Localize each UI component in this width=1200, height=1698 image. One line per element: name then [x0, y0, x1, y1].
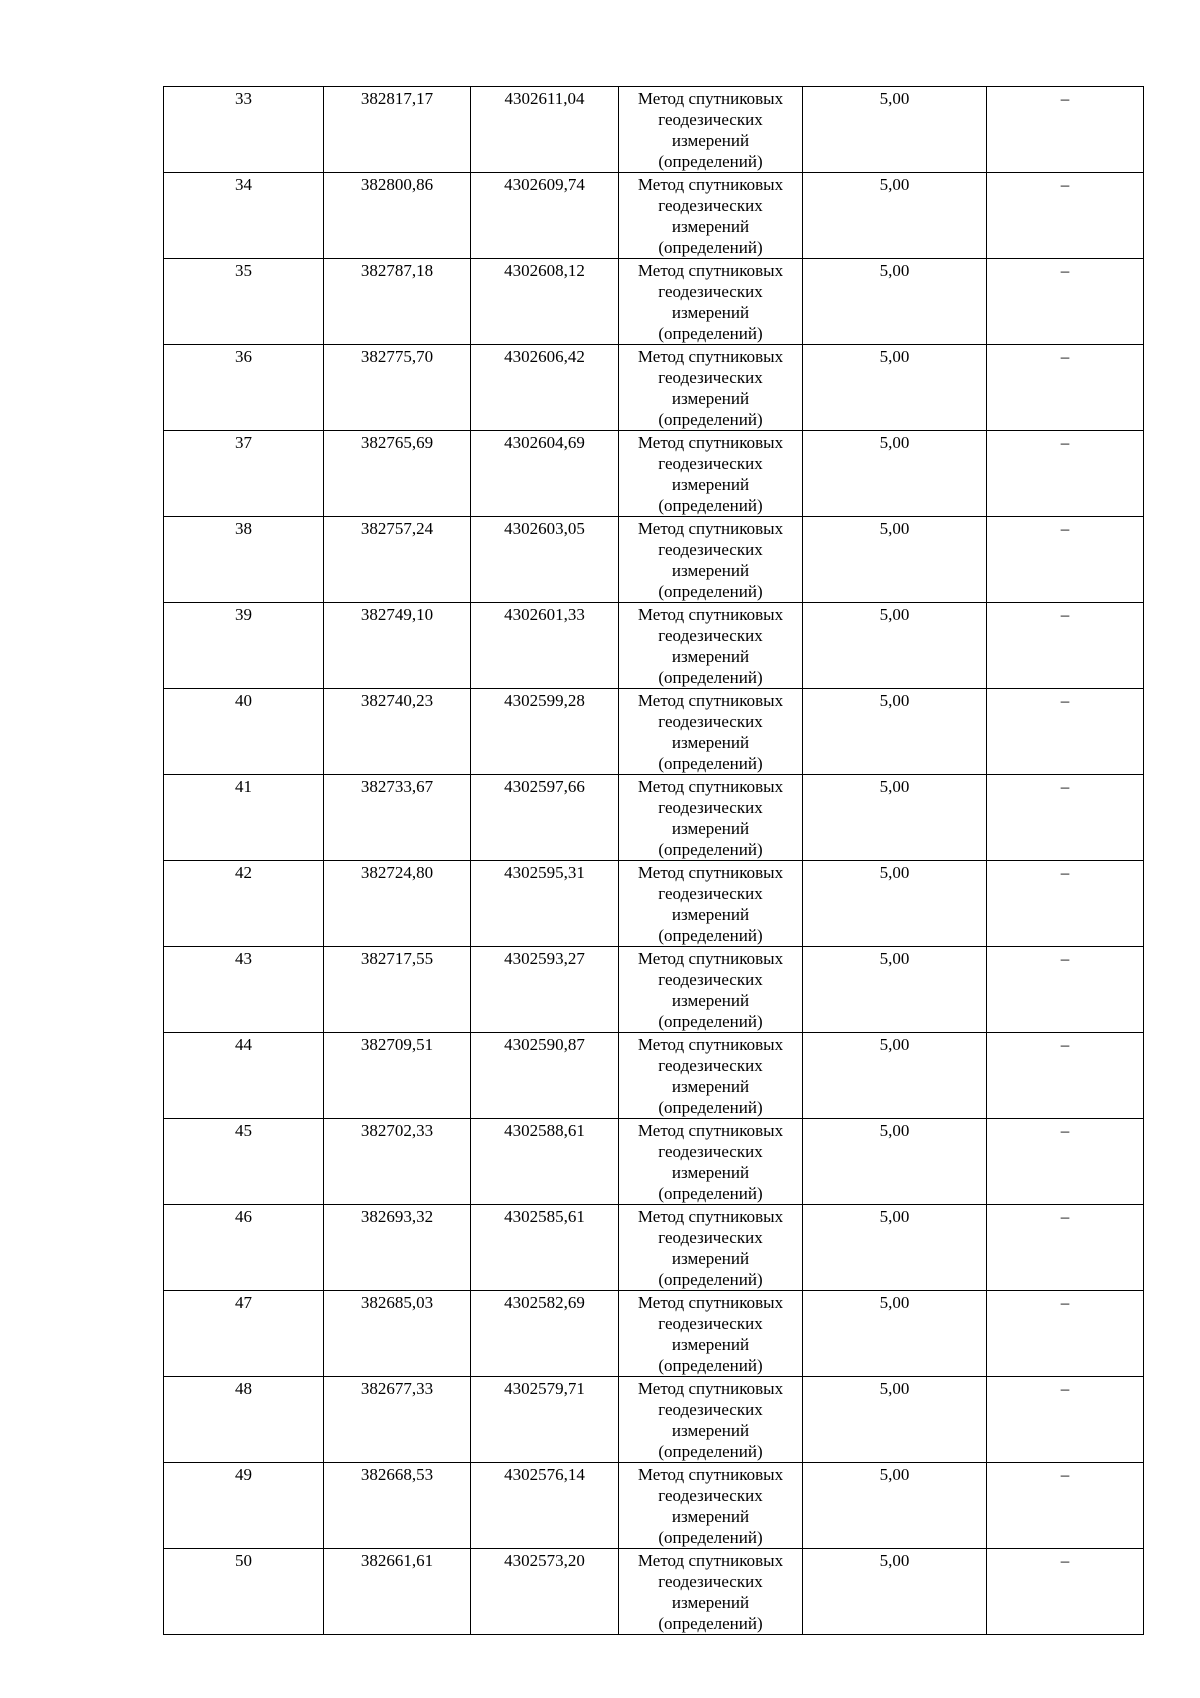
coordinate-x-cell: 382717,55 — [324, 947, 471, 1033]
point-number-cell: 42 — [164, 861, 324, 947]
point-number-cell: 45 — [164, 1119, 324, 1205]
note-cell: – — [987, 947, 1144, 1033]
method-cell: Метод спутниковых геодезических измерений (определений) — [619, 861, 803, 947]
accuracy-cell: 5,00 — [803, 947, 987, 1033]
table-row — [164, 1291, 1144, 1377]
coordinate-y-cell: 4302595,31 — [471, 861, 619, 947]
point-number-cell: 33 — [164, 87, 324, 173]
coordinate-y-cell: 4302608,12 — [471, 259, 619, 345]
coordinate-y-cell: 4302582,69 — [471, 1291, 619, 1377]
point-number-cell: 38 — [164, 517, 324, 603]
method-cell: Метод спутниковых геодезических измерений (определений) — [619, 173, 803, 259]
note-cell: – — [987, 87, 1144, 173]
coordinate-y-cell: 4302609,74 — [471, 173, 619, 259]
coordinate-y-cell: 4302606,42 — [471, 345, 619, 431]
note-cell: – — [987, 689, 1144, 775]
coordinates-table-body — [164, 87, 1144, 1635]
note-cell: – — [987, 861, 1144, 947]
coordinate-x-cell: 382702,33 — [324, 1119, 471, 1205]
coordinate-x-cell: 382740,23 — [324, 689, 471, 775]
coordinate-y-cell: 4302611,04 — [471, 87, 619, 173]
note-cell: – — [987, 603, 1144, 689]
point-number-cell: 37 — [164, 431, 324, 517]
note-cell: – — [987, 775, 1144, 861]
table-row — [164, 1119, 1144, 1205]
accuracy-cell: 5,00 — [803, 775, 987, 861]
point-number-cell: 46 — [164, 1205, 324, 1291]
note-cell: – — [987, 345, 1144, 431]
method-cell: Метод спутниковых геодезических измерений (определений) — [619, 1463, 803, 1549]
point-number-cell: 48 — [164, 1377, 324, 1463]
coordinate-y-cell: 4302604,69 — [471, 431, 619, 517]
point-number-cell: 40 — [164, 689, 324, 775]
method-cell: Метод спутниковых геодезических измерений (определений) — [619, 431, 803, 517]
point-number-cell: 39 — [164, 603, 324, 689]
table-row — [164, 947, 1144, 1033]
accuracy-cell: 5,00 — [803, 431, 987, 517]
method-cell: Метод спутниковых геодезических измерений (определений) — [619, 1291, 803, 1377]
accuracy-cell: 5,00 — [803, 1291, 987, 1377]
table-row — [164, 517, 1144, 603]
coordinate-y-cell: 4302573,20 — [471, 1549, 619, 1635]
coordinate-y-cell: 4302601,33 — [471, 603, 619, 689]
table-row — [164, 431, 1144, 517]
note-cell: – — [987, 1463, 1144, 1549]
note-cell: – — [987, 431, 1144, 517]
note-cell: – — [987, 1119, 1144, 1205]
point-number-cell: 44 — [164, 1033, 324, 1119]
point-number-cell: 36 — [164, 345, 324, 431]
note-cell: – — [987, 1033, 1144, 1119]
accuracy-cell: 5,00 — [803, 173, 987, 259]
point-number-cell: 43 — [164, 947, 324, 1033]
coordinate-x-cell: 382668,53 — [324, 1463, 471, 1549]
method-cell: Метод спутниковых геодезических измерений (определений) — [619, 603, 803, 689]
coordinate-y-cell: 4302585,61 — [471, 1205, 619, 1291]
note-cell: – — [987, 1549, 1144, 1635]
table-row — [164, 1549, 1144, 1635]
accuracy-cell: 5,00 — [803, 1549, 987, 1635]
point-number-cell: 50 — [164, 1549, 324, 1635]
coordinate-x-cell: 382677,33 — [324, 1377, 471, 1463]
note-cell: – — [987, 1205, 1144, 1291]
coordinates-table — [163, 86, 1144, 1635]
table-row — [164, 775, 1144, 861]
table-row — [164, 603, 1144, 689]
coordinate-x-cell: 382724,80 — [324, 861, 471, 947]
note-cell: – — [987, 259, 1144, 345]
coordinate-y-cell: 4302593,27 — [471, 947, 619, 1033]
method-cell: Метод спутниковых геодезических измерений (определений) — [619, 345, 803, 431]
method-cell: Метод спутниковых геодезических измерений (определений) — [619, 259, 803, 345]
table-row — [164, 173, 1144, 259]
coordinate-y-cell: 4302579,71 — [471, 1377, 619, 1463]
table-row — [164, 87, 1144, 173]
accuracy-cell: 5,00 — [803, 1463, 987, 1549]
table-row — [164, 1033, 1144, 1119]
coordinate-x-cell: 382685,03 — [324, 1291, 471, 1377]
note-cell: – — [987, 1291, 1144, 1377]
method-cell: Метод спутниковых геодезических измерений (определений) — [619, 1549, 803, 1635]
method-cell: Метод спутниковых геодезических измерений (определений) — [619, 517, 803, 603]
table-row — [164, 1205, 1144, 1291]
table-row — [164, 1463, 1144, 1549]
table-row — [164, 345, 1144, 431]
accuracy-cell: 5,00 — [803, 87, 987, 173]
method-cell: Метод спутниковых геодезических измерений (определений) — [619, 1377, 803, 1463]
coordinate-x-cell: 382733,67 — [324, 775, 471, 861]
coordinate-x-cell: 382749,10 — [324, 603, 471, 689]
coordinate-y-cell: 4302588,61 — [471, 1119, 619, 1205]
coordinate-x-cell: 382757,24 — [324, 517, 471, 603]
method-cell: Метод спутниковых геодезических измерений (определений) — [619, 689, 803, 775]
coordinate-x-cell: 382709,51 — [324, 1033, 471, 1119]
accuracy-cell: 5,00 — [803, 1033, 987, 1119]
note-cell: – — [987, 517, 1144, 603]
method-cell: Метод спутниковых геодезических измерений (определений) — [619, 1205, 803, 1291]
table-row — [164, 861, 1144, 947]
note-cell: – — [987, 173, 1144, 259]
coordinate-y-cell: 4302576,14 — [471, 1463, 619, 1549]
table-row — [164, 689, 1144, 775]
accuracy-cell: 5,00 — [803, 259, 987, 345]
coordinate-y-cell: 4302599,28 — [471, 689, 619, 775]
accuracy-cell: 5,00 — [803, 1205, 987, 1291]
coordinate-x-cell: 382775,70 — [324, 345, 471, 431]
method-cell: Метод спутниковых геодезических измерений (определений) — [619, 1033, 803, 1119]
point-number-cell: 47 — [164, 1291, 324, 1377]
method-cell: Метод спутниковых геодезических измерений (определений) — [619, 1119, 803, 1205]
table-row — [164, 259, 1144, 345]
accuracy-cell: 5,00 — [803, 517, 987, 603]
coordinate-x-cell: 382817,17 — [324, 87, 471, 173]
coordinate-y-cell: 4302597,66 — [471, 775, 619, 861]
coordinate-x-cell: 382765,69 — [324, 431, 471, 517]
accuracy-cell: 5,00 — [803, 861, 987, 947]
point-number-cell: 49 — [164, 1463, 324, 1549]
method-cell: Метод спутниковых геодезических измерений (определений) — [619, 87, 803, 173]
coordinate-y-cell: 4302590,87 — [471, 1033, 619, 1119]
coordinate-x-cell: 382661,61 — [324, 1549, 471, 1635]
coordinate-x-cell: 382800,86 — [324, 173, 471, 259]
coordinate-x-cell: 382693,32 — [324, 1205, 471, 1291]
point-number-cell: 34 — [164, 173, 324, 259]
method-cell: Метод спутниковых геодезических измерений (определений) — [619, 775, 803, 861]
accuracy-cell: 5,00 — [803, 689, 987, 775]
point-number-cell: 35 — [164, 259, 324, 345]
coordinate-y-cell: 4302603,05 — [471, 517, 619, 603]
table-row — [164, 1377, 1144, 1463]
coordinate-x-cell: 382787,18 — [324, 259, 471, 345]
accuracy-cell: 5,00 — [803, 1119, 987, 1205]
accuracy-cell: 5,00 — [803, 1377, 987, 1463]
note-cell: – — [987, 1377, 1144, 1463]
method-cell: Метод спутниковых геодезических измерений (определений) — [619, 947, 803, 1033]
accuracy-cell: 5,00 — [803, 345, 987, 431]
accuracy-cell: 5,00 — [803, 603, 987, 689]
point-number-cell: 41 — [164, 775, 324, 861]
